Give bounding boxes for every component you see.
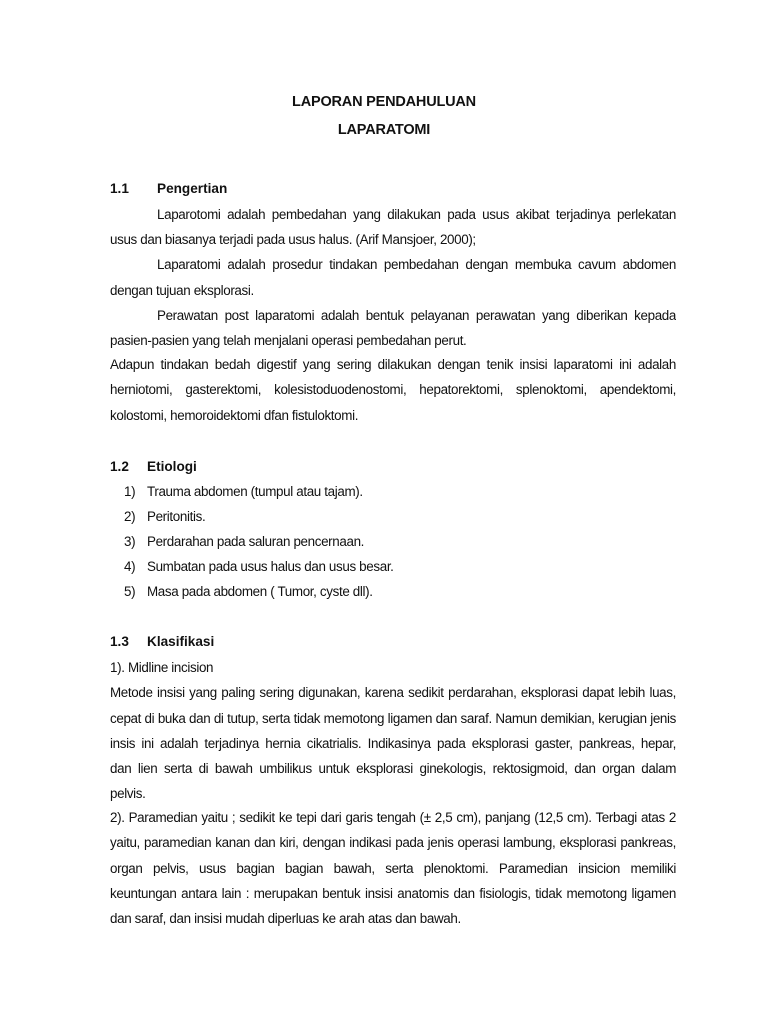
list-item-text: Masa pada abdomen ( Tumor, cyste dll). [147, 584, 373, 599]
section-heading-etiologi [110, 459, 197, 474]
list-item-number: 5) [124, 584, 136, 599]
paragraph-line: insis ini adalah terjadinya hernia cikatrialis. Indikasinya pada eksplorasi gaster, pankreas, hepar, [110, 736, 676, 751]
section-title: Etiologi [147, 459, 197, 474]
section-heading-pengertian [110, 181, 227, 196]
paragraph-line: herniotomi, gasterektomi, kolesistoduodenostomi, hepatorektomi, splenoktomi, apendektomi, [110, 382, 676, 397]
document-title: LAPORAN PENDAHULUAN [292, 94, 476, 110]
section-title: Pengertian [157, 181, 228, 196]
document-subtitle: LAPARATOMI [337, 122, 431, 138]
section-number: 1.3 [110, 634, 129, 649]
section-heading-klasifikasi [110, 634, 214, 649]
paragraph-line: dan lien serta di bawah umbilikus untuk eksplorasi ginekologis, rektosigmoid, dan organ dalam [110, 761, 676, 776]
paragraph-line: cepat di buka dan di tutup, serta tidak memotong ligamen dan saraf. Namun demikian, kerugian jenis [110, 711, 676, 726]
paragraph-line: kolostomi, hemoroidektomi dfan fistuloktomi. [110, 408, 359, 423]
list-item-text: Sumbatan pada usus halus dan usus besar. [147, 559, 394, 574]
paragraph-line: dengan tujuan eksplorasi. [110, 283, 254, 298]
list-item [124, 559, 394, 574]
paragraph-line: pasien-pasien yang telah menjalani operasi pembedahan perut. [110, 333, 467, 348]
paragraph-line: pelvis. [110, 786, 146, 801]
paragraph-line: Metode insisi yang paling sering digunakan, karena sedikit perdarahan, eksplorasi dapat lebih luas, [110, 685, 676, 700]
list-item-text: Trauma abdomen (tumpul atau tajam). [147, 484, 363, 499]
list-item [124, 534, 364, 549]
section-number: 1.2 [110, 459, 129, 474]
list-item-number: 4) [124, 559, 136, 574]
paragraph-line: dan saraf, dan insisi mudah diperluas ke arah atas dan bawah. [110, 911, 461, 926]
section-number: 1.1 [110, 181, 129, 196]
paragraph-line: Laparotomi adalah pembedahan yang dilakukan pada usus akibat terjadinya perlekatan [157, 207, 676, 222]
list-item-number: 2) [124, 509, 136, 524]
list-item-number: 3) [124, 534, 136, 549]
list-item-text: Perdarahan pada saluran pencernaan. [147, 534, 365, 549]
paragraph-line: yaitu, paramedian kanan dan kiri, dengan indikasi pada jenis operasi lambung, eksplorasi pankreas, [110, 835, 676, 850]
list-item [124, 509, 205, 524]
paragraph-line: Adapun tindakan bedah digestif yang sering dilakukan dengan tenik insisi laparatomi ini adalah [110, 357, 676, 372]
paragraph-line: 2). Paramedian yaitu ; sedikit ke tepi dari garis tengah (± 2,5 cm), panjang (12,5 cm). Terbagi atas 2 [110, 810, 676, 825]
section-title: Klasifikasi [147, 634, 215, 649]
paragraph-line: usus dan biasanya terjadi pada usus halus. (Arif Mansjoer, 2000); [110, 232, 476, 247]
list-item [124, 484, 363, 499]
list-item-text: Peritonitis. [147, 509, 206, 524]
paragraph-line: 1). Midline incision [110, 660, 214, 675]
list-item [124, 584, 373, 599]
paragraph-line: keuntungan antara lain : merupakan bentuk insisi anatomis dan fisiologis, tidak memotong ligamen [110, 886, 676, 901]
list-item-number: 1) [124, 484, 136, 499]
paragraph-line: Laparatomi adalah prosedur tindakan pembedahan dengan membuka cavum abdomen [157, 257, 676, 272]
paragraph-line: Perawatan post laparatomi adalah bentuk pelayanan perawatan yang diberikan kepada [157, 308, 676, 323]
paragraph-line: organ pelvis, usus bagian bagian bawah, serta plenoktomi. Paramedian insicion memiliki [110, 861, 676, 876]
